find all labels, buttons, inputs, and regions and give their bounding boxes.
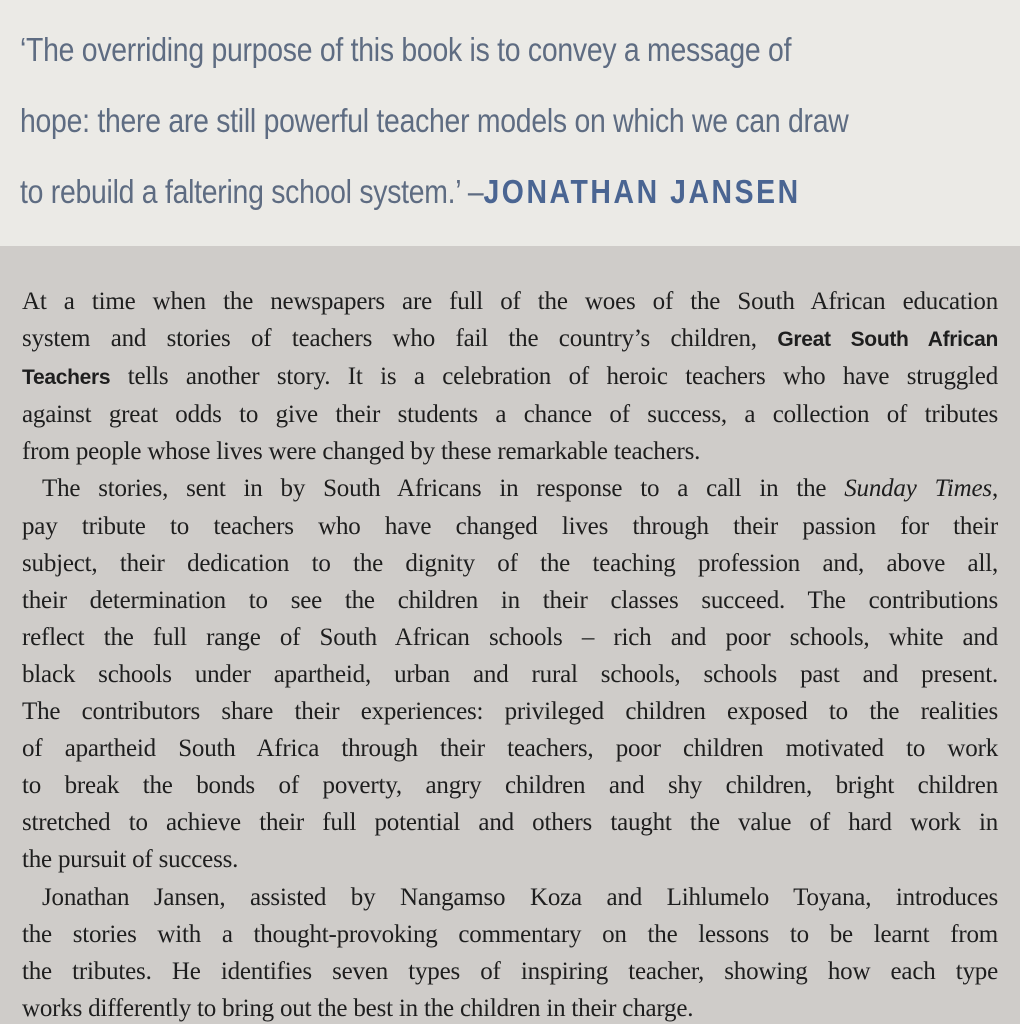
text-line bbox=[22, 470, 998, 507]
text-fragment: The stories, sent in by South Africans in response to a call in the bbox=[42, 475, 845, 503]
text-line: of apartheid South Africa through their teachers, poor children motivated to work bbox=[22, 735, 998, 763]
quote-section bbox=[0, 0, 1020, 246]
quote-line: hope: there are still powerful teacher models on which we can draw bbox=[20, 102, 849, 139]
text-line: to break the bonds of poverty, angry children and shy children, bright children bbox=[22, 772, 998, 800]
blurb-section bbox=[0, 246, 1020, 1024]
book-title: Great South African bbox=[777, 328, 998, 352]
text-line: black schools under apartheid, urban and rural schools, schools past and present. bbox=[22, 660, 998, 688]
quote-author: JONATHAN JANSEN bbox=[483, 173, 801, 210]
text-fragment: , bbox=[991, 475, 998, 503]
text-line bbox=[22, 358, 998, 396]
text-line bbox=[22, 320, 998, 358]
quote-line-text: to rebuild a faltering school system.’ – bbox=[20, 173, 484, 210]
text-line: pay tribute to teachers who have changed lives through their passion for their bbox=[22, 512, 998, 540]
text-line: At a time when the newspapers are full of the woes of the South African education bbox=[22, 288, 998, 315]
quote-line: ‘The overriding purpose of this book is to convey a message of bbox=[20, 31, 792, 68]
book-title: Teachers bbox=[22, 366, 111, 390]
text-line: works differently to bring out the best in the children in their charge. bbox=[22, 994, 694, 1022]
text-fragment: system and stories of teachers who fail the country’s children, bbox=[22, 325, 778, 353]
text-line: their determination to see the children in their classes succeed. The contributions bbox=[22, 586, 998, 614]
text-line: The contributors share their experiences: privileged children exposed to the realities bbox=[22, 698, 998, 726]
text-line: Jonathan Jansen, assisted by Nangamso Koza and Lihlumelo Toyana, introduces bbox=[42, 883, 998, 911]
text-line: subject, their dedication to the dignity of the teaching profession and, above all, bbox=[22, 549, 998, 577]
newspaper-name: Sunday Times bbox=[844, 475, 992, 503]
text-line: stretched to achieve their full potential and others taught the value of hard work in bbox=[22, 809, 998, 837]
text-line: the tributes. He identifies seven types of inspiring teacher, showing how each type bbox=[22, 957, 998, 985]
quote-line bbox=[20, 156, 983, 227]
text-line: from people whose lives were changed by these remarkable teachers. bbox=[22, 438, 701, 466]
endorsement-quote bbox=[20, 14, 983, 227]
blurb-paragraph-1 bbox=[22, 283, 998, 470]
text-line: against great odds to give their students a chance of success, a collection of tributes bbox=[22, 401, 998, 429]
text-line: the pursuit of success. bbox=[22, 846, 239, 874]
blurb-paragraph-3 bbox=[22, 879, 998, 1024]
text-line: the stories with a thought-provoking commentary on the lessons to be learnt from bbox=[22, 920, 998, 948]
blurb-paragraph-2 bbox=[22, 470, 998, 878]
text-line: reflect the full range of South African schools – rich and poor schools, white and bbox=[22, 623, 998, 651]
text-fragment: tells another story. It is a celebration of heroic teachers who have struggled bbox=[110, 363, 998, 391]
